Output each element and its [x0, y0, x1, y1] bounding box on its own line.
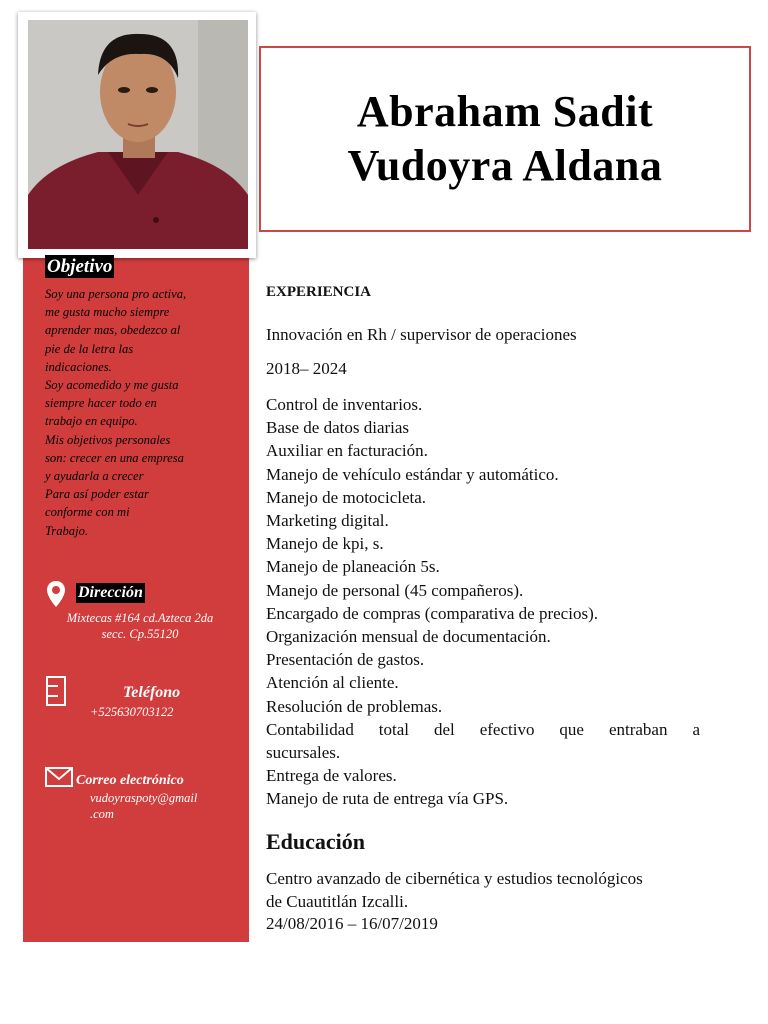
objetivo-line: Para así poder estar: [45, 487, 149, 502]
experiencia-list: [266, 393, 700, 811]
objetivo-line: siempre hacer todo en: [45, 396, 157, 411]
experiencia-item: Manejo de motocicleta.: [266, 487, 427, 507]
profile-photo-frame: [18, 12, 256, 258]
experiencia-item: Control de inventarios.: [266, 395, 423, 414]
experiencia-item: Marketing digital.: [266, 511, 389, 531]
phone-icon: [46, 676, 66, 706]
telefono-heading: Teléfono: [123, 684, 181, 701]
objetivo-line: Soy una persona pro activa,: [45, 287, 187, 301]
email-line-1: vudoyraspoty@gmail: [90, 791, 198, 805]
experiencia-item: Base de datos diarias: [266, 418, 410, 438]
objetivo-line: son: crecer en una empresa: [45, 450, 184, 465]
educacion-text: [266, 868, 700, 936]
educacion-school-line-1: Centro avanzado de cibernética y estudios tecnológicos: [266, 869, 643, 888]
educacion-school-line-2: de Cuautitlán Izcalli.: [266, 891, 409, 911]
educacion-heading: Educación: [266, 829, 366, 854]
objetivo-line: trabajo en equipo.: [45, 414, 138, 429]
address-line-1: Mixtecas #164 cd.Azteca 2da: [66, 611, 214, 625]
experiencia-item: Encargado de compras (comparativa de precios).: [266, 603, 598, 623]
objetivo-heading: Objetivo: [47, 256, 113, 277]
experiencia-item: Manejo de ruta de entrega vía GPS.: [266, 789, 509, 809]
experiencia-item: sucursales.: [266, 743, 341, 763]
objetivo-line: indicaciones.: [45, 359, 112, 374]
objetivo-line: Trabajo.: [45, 523, 89, 538]
experiencia-item: Resolución de problemas.: [266, 696, 443, 716]
email-address: [90, 790, 197, 822]
experiencia-item: Entrega de valores.: [266, 766, 397, 786]
objetivo-line: Mis objetivos personales: [45, 432, 171, 447]
objetivo-line: pie de la letra las: [45, 341, 134, 356]
objetivo-line: conforme con mi: [45, 505, 130, 520]
address-line-2: secc. Cp.55120: [101, 627, 179, 641]
address-text: [45, 610, 235, 642]
experiencia-item: Atención al cliente.: [266, 673, 399, 693]
experiencia-item: Manejo de personal (45 compañeros).: [266, 580, 524, 600]
correo-heading: Correo electrónico: [76, 773, 184, 788]
objetivo-line: Soy acomedido y me gusta: [45, 378, 179, 393]
experiencia-heading: EXPERIENCIA: [266, 284, 372, 300]
experiencia-item: Presentación de gastos.: [266, 650, 425, 670]
full-name: [348, 85, 663, 193]
experiencia-item: Manejo de planeación 5s.: [266, 557, 440, 577]
experiencia-item: Contabilidad total del efectivo que entraban a: [266, 719, 700, 739]
email-line-2: .com: [90, 807, 114, 821]
experiencia-item: Organización mensual de documentación.: [266, 627, 551, 647]
objetivo-line: me gusta mucho siempre: [45, 305, 170, 320]
experiencia-role: Innovación en Rh / supervisor de operaciones: [266, 325, 577, 344]
direccion-heading: Dirección: [78, 584, 143, 601]
educacion-dates: 24/08/2016 – 16/07/2019: [266, 914, 438, 933]
mail-icon: [45, 766, 73, 788]
name-header-box: [259, 46, 751, 232]
name-line-2: Vudoyra Aldana: [347, 141, 663, 190]
location-pin-icon: [46, 580, 66, 608]
objetivo-line: aprender mas, obedezco al: [45, 323, 181, 338]
experiencia-item: Auxiliar en facturación.: [266, 441, 428, 461]
phone-number: +525630703122: [90, 705, 174, 719]
objetivo-text: [45, 285, 230, 540]
name-line-1: Abraham Sadit: [356, 87, 654, 136]
experiencia-item: Manejo de kpi, s.: [266, 534, 384, 554]
profile-photo: [28, 20, 248, 249]
objetivo-line: y ayudarla a crecer: [45, 469, 144, 484]
experiencia-years: 2018– 2024: [266, 359, 347, 378]
experiencia-item: Manejo de vehículo estándar y automático.: [266, 464, 559, 484]
